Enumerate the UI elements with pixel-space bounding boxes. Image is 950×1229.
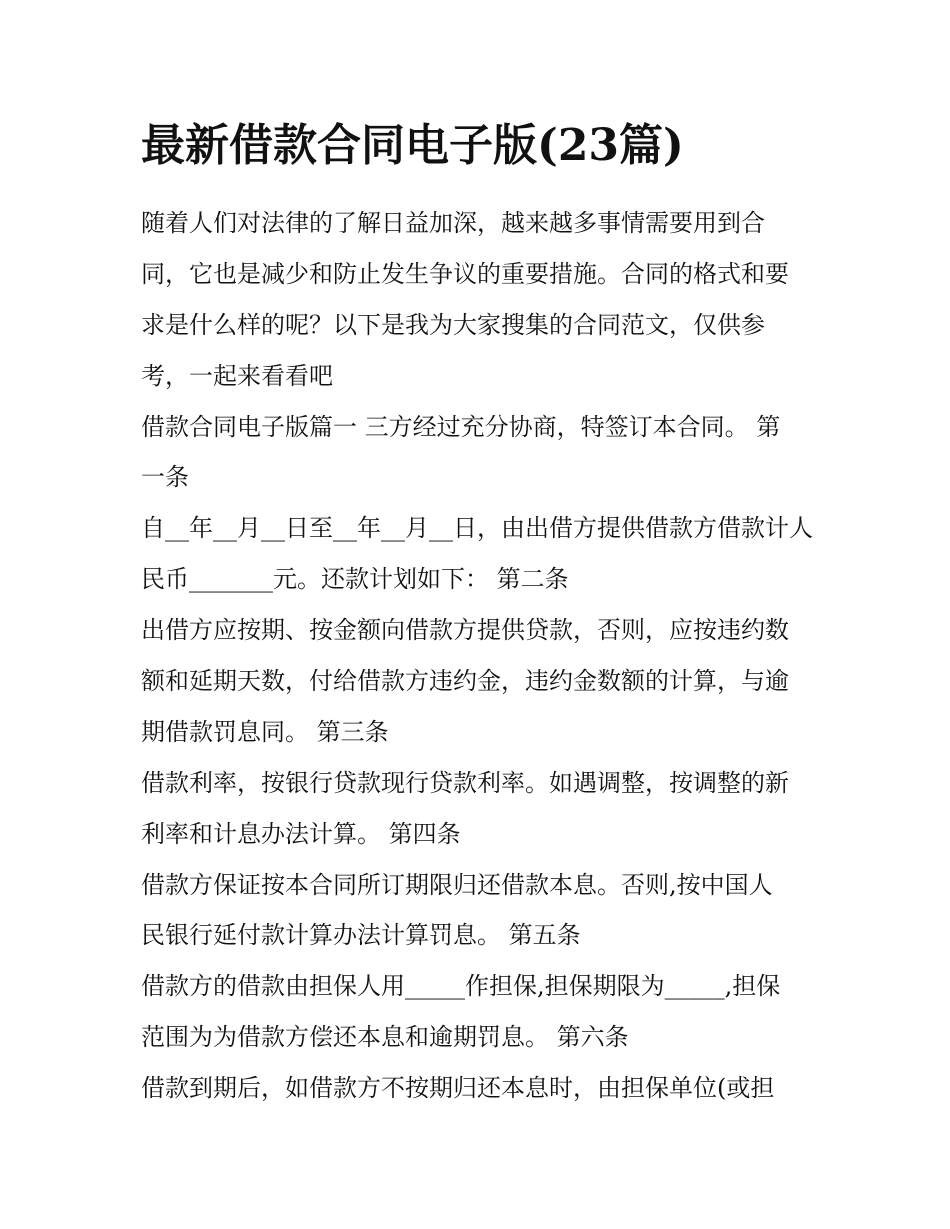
body-line: 民银行延付款计算办法计算罚息。 第五条 xyxy=(141,921,581,950)
body-line: 同，它也是减少和防止发生争议的重要措施。合同的格式和要 xyxy=(141,259,789,288)
document-title: 最新借款合同电子版(23篇) xyxy=(141,120,684,171)
body-line: 借款到期后，如借款方不按期归还本息时，由担保单位(或担 xyxy=(141,1074,775,1103)
document-body xyxy=(141,198,813,1114)
body-line: 随着人们对法律的了解日益加深，越来越多事情需要用到合 xyxy=(141,209,765,237)
body-line: 额和延期天数，付给借款方违约金，违约金数额的计算，与逾 xyxy=(141,667,789,696)
body-line: 一条 xyxy=(141,463,189,492)
body-line: 自__年__月__日至__年__月__日，由出借方提供借款方借款计人 xyxy=(141,514,813,543)
body-line: 考，一起来看看吧 xyxy=(141,361,333,390)
body-line: 借款利率，按银行贷款现行贷款利率。如遇调整，按调整的新 xyxy=(141,768,789,797)
body-line: 借款方保证按本合同所订期限归还借款本息。否则,按中国人 xyxy=(141,870,773,899)
body-line: 期借款罚息同。 第三条 xyxy=(141,717,389,746)
body-line: 利率和计息办法计算。 第四条 xyxy=(141,819,461,848)
body-line: 民币_______元。还款计划如下： 第二条 xyxy=(141,565,569,594)
body-line: 求是什么样的呢？以下是我为大家搜集的合同范文，仅供参 xyxy=(141,310,765,339)
body-line: 范围为为借款方偿还本息和逾期罚息。 第六条 xyxy=(141,1023,629,1052)
body-line: 出借方应按期、按金额向借款方提供贷款，否则，应按违约数 xyxy=(141,616,789,645)
body-line: 借款方的借款由担保人用_____作担保,担保期限为_____,担保 xyxy=(141,972,781,1001)
body-line: 借款合同电子版篇一 三方经过充分协商，特签订本合同。 第 xyxy=(141,412,781,441)
